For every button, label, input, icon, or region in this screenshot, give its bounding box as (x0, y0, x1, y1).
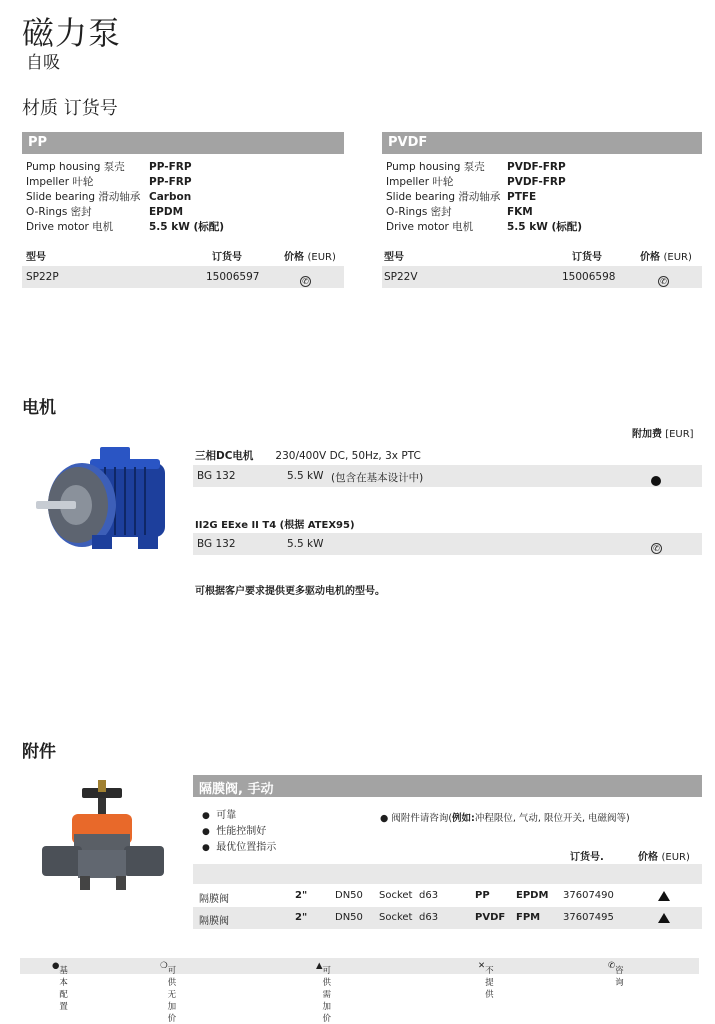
legend-bar (20, 958, 699, 1024)
col-model: 型号 (384, 252, 404, 263)
spec-value: PP-FRP (149, 176, 192, 188)
spec-value: PVDF-FRP (507, 161, 566, 173)
col-price: 价格 (EUR) (640, 252, 692, 263)
col-price: 价格 (EUR) (284, 252, 336, 263)
table-row: 隔膜阀 2" DN50 Socket d63 PP EPDM 37607490 (193, 885, 702, 907)
motor-heading: 电机 (22, 398, 56, 418)
spec-label: O-Rings 密封 (26, 206, 92, 218)
page-subtitle: 自吸 (26, 53, 60, 73)
bullet-item: ● 性能控制好 (202, 826, 267, 837)
valve-spacer-row (193, 864, 702, 884)
valve-info: ● 阀附件请咨询(例如:冲程限位, 气动, 限位开关, 电磁阀等) (380, 813, 630, 824)
spec-label: O-Rings 密封 (386, 206, 452, 218)
bullet-item: ● 可靠 (202, 810, 237, 821)
order-cell: 15006598 (562, 271, 616, 283)
table-row: SP22V 15006598 ✆ (382, 266, 702, 288)
valve-col-price: 价格 (EUR) (638, 852, 690, 863)
valve-bullets (202, 808, 276, 856)
spec-value: Carbon (149, 191, 192, 203)
legend-optional-extra: ▲ 可供 需加价 (316, 961, 332, 1024)
valve-image (38, 778, 168, 898)
spec-value: EPDM (149, 206, 184, 218)
surcharge-icon (658, 891, 670, 904)
spec-label: Impeller 叶轮 (26, 176, 94, 188)
variant-pvdf-title: PVDF (382, 132, 702, 154)
spec-value: PTFE (507, 191, 537, 203)
variant-pp-title: PP (22, 132, 344, 154)
variant-pvdf-specs (386, 160, 702, 240)
table-row: SP22P 15006597 ✆ (22, 266, 344, 288)
spec-label: Slide bearing 滑动轴承 (26, 191, 141, 203)
motor-note-text: 可根据客户要求提供更多驱动电机的型号。 (195, 586, 385, 597)
legend-consult: ✆ 咨询 (608, 961, 624, 988)
motor-row-1 (193, 465, 702, 487)
spec-value: 5.5 kW (标配) (149, 221, 225, 233)
motor-image (30, 445, 180, 563)
spec-label: Drive motor 电机 (26, 221, 114, 233)
motor-model: BG 132 (197, 538, 236, 550)
variant-pvdf-block (382, 132, 702, 288)
motor-model: BG 132 (197, 470, 236, 482)
page-title: 磁力泵 (22, 14, 122, 52)
spec-value: PP-FRP (149, 161, 192, 173)
col-order: 订货号 (572, 252, 602, 263)
table-row: 隔膜阀 2" DN50 Socket d63 PVDF FPM 37607495 (193, 907, 702, 929)
legend-not-available: ✕ 不提供 (478, 961, 494, 1000)
legend-standard: ● 基本配置 (52, 961, 68, 1012)
order-cell: 15006597 (206, 271, 260, 283)
motor-power: 5.5 kW (287, 470, 324, 482)
variant-pvdf-header (382, 248, 702, 266)
spec-value: 5.5 kW (标配) (507, 221, 583, 233)
col-order: 订货号 (212, 252, 242, 263)
spec-label: Slide bearing 滑动轴承 (386, 191, 501, 203)
model-cell: SP22V (384, 271, 418, 283)
spec-label: Drive motor 电机 (386, 221, 474, 233)
variant-pp-block (22, 132, 344, 288)
variant-pp-specs (26, 160, 344, 240)
motor-group2: II2G EExe II T4 (根据 ATEX95) (195, 520, 355, 531)
valve-col-order: 订货号. (570, 852, 604, 863)
spec-value: PVDF-FRP (507, 176, 566, 188)
col-model: 型号 (26, 252, 46, 263)
spec-value: FKM (507, 206, 533, 218)
motor-group1: 三相DC电机 230/400V DC, 50Hz, 3x PTC (195, 450, 421, 462)
surcharge-header: 附加费 [EUR] (632, 429, 694, 440)
section-heading-materials: 材质 订货号 (22, 98, 118, 119)
legend-optional-free: ❍ 可供 无加价 (160, 961, 177, 1024)
motor-power: 5.5 kW (287, 538, 324, 550)
valve-bar-title: 隔膜阀, 手动 (193, 775, 702, 797)
variant-pp-header (22, 248, 344, 266)
surcharge-icon (658, 913, 670, 926)
model-cell: SP22P (26, 271, 59, 283)
spec-label: Pump housing 泵壳 (26, 161, 125, 173)
spec-label: Impeller 叶轮 (386, 176, 454, 188)
accessories-heading: 附件 (22, 742, 56, 762)
motor-note: (包含在基本设计中) (331, 472, 424, 484)
spec-label: Pump housing 泵壳 (386, 161, 485, 173)
motor-row-2: BG 132 5.5 kW ✆ (193, 533, 702, 555)
bullet-item: ● 最优位置指示 (202, 842, 277, 853)
